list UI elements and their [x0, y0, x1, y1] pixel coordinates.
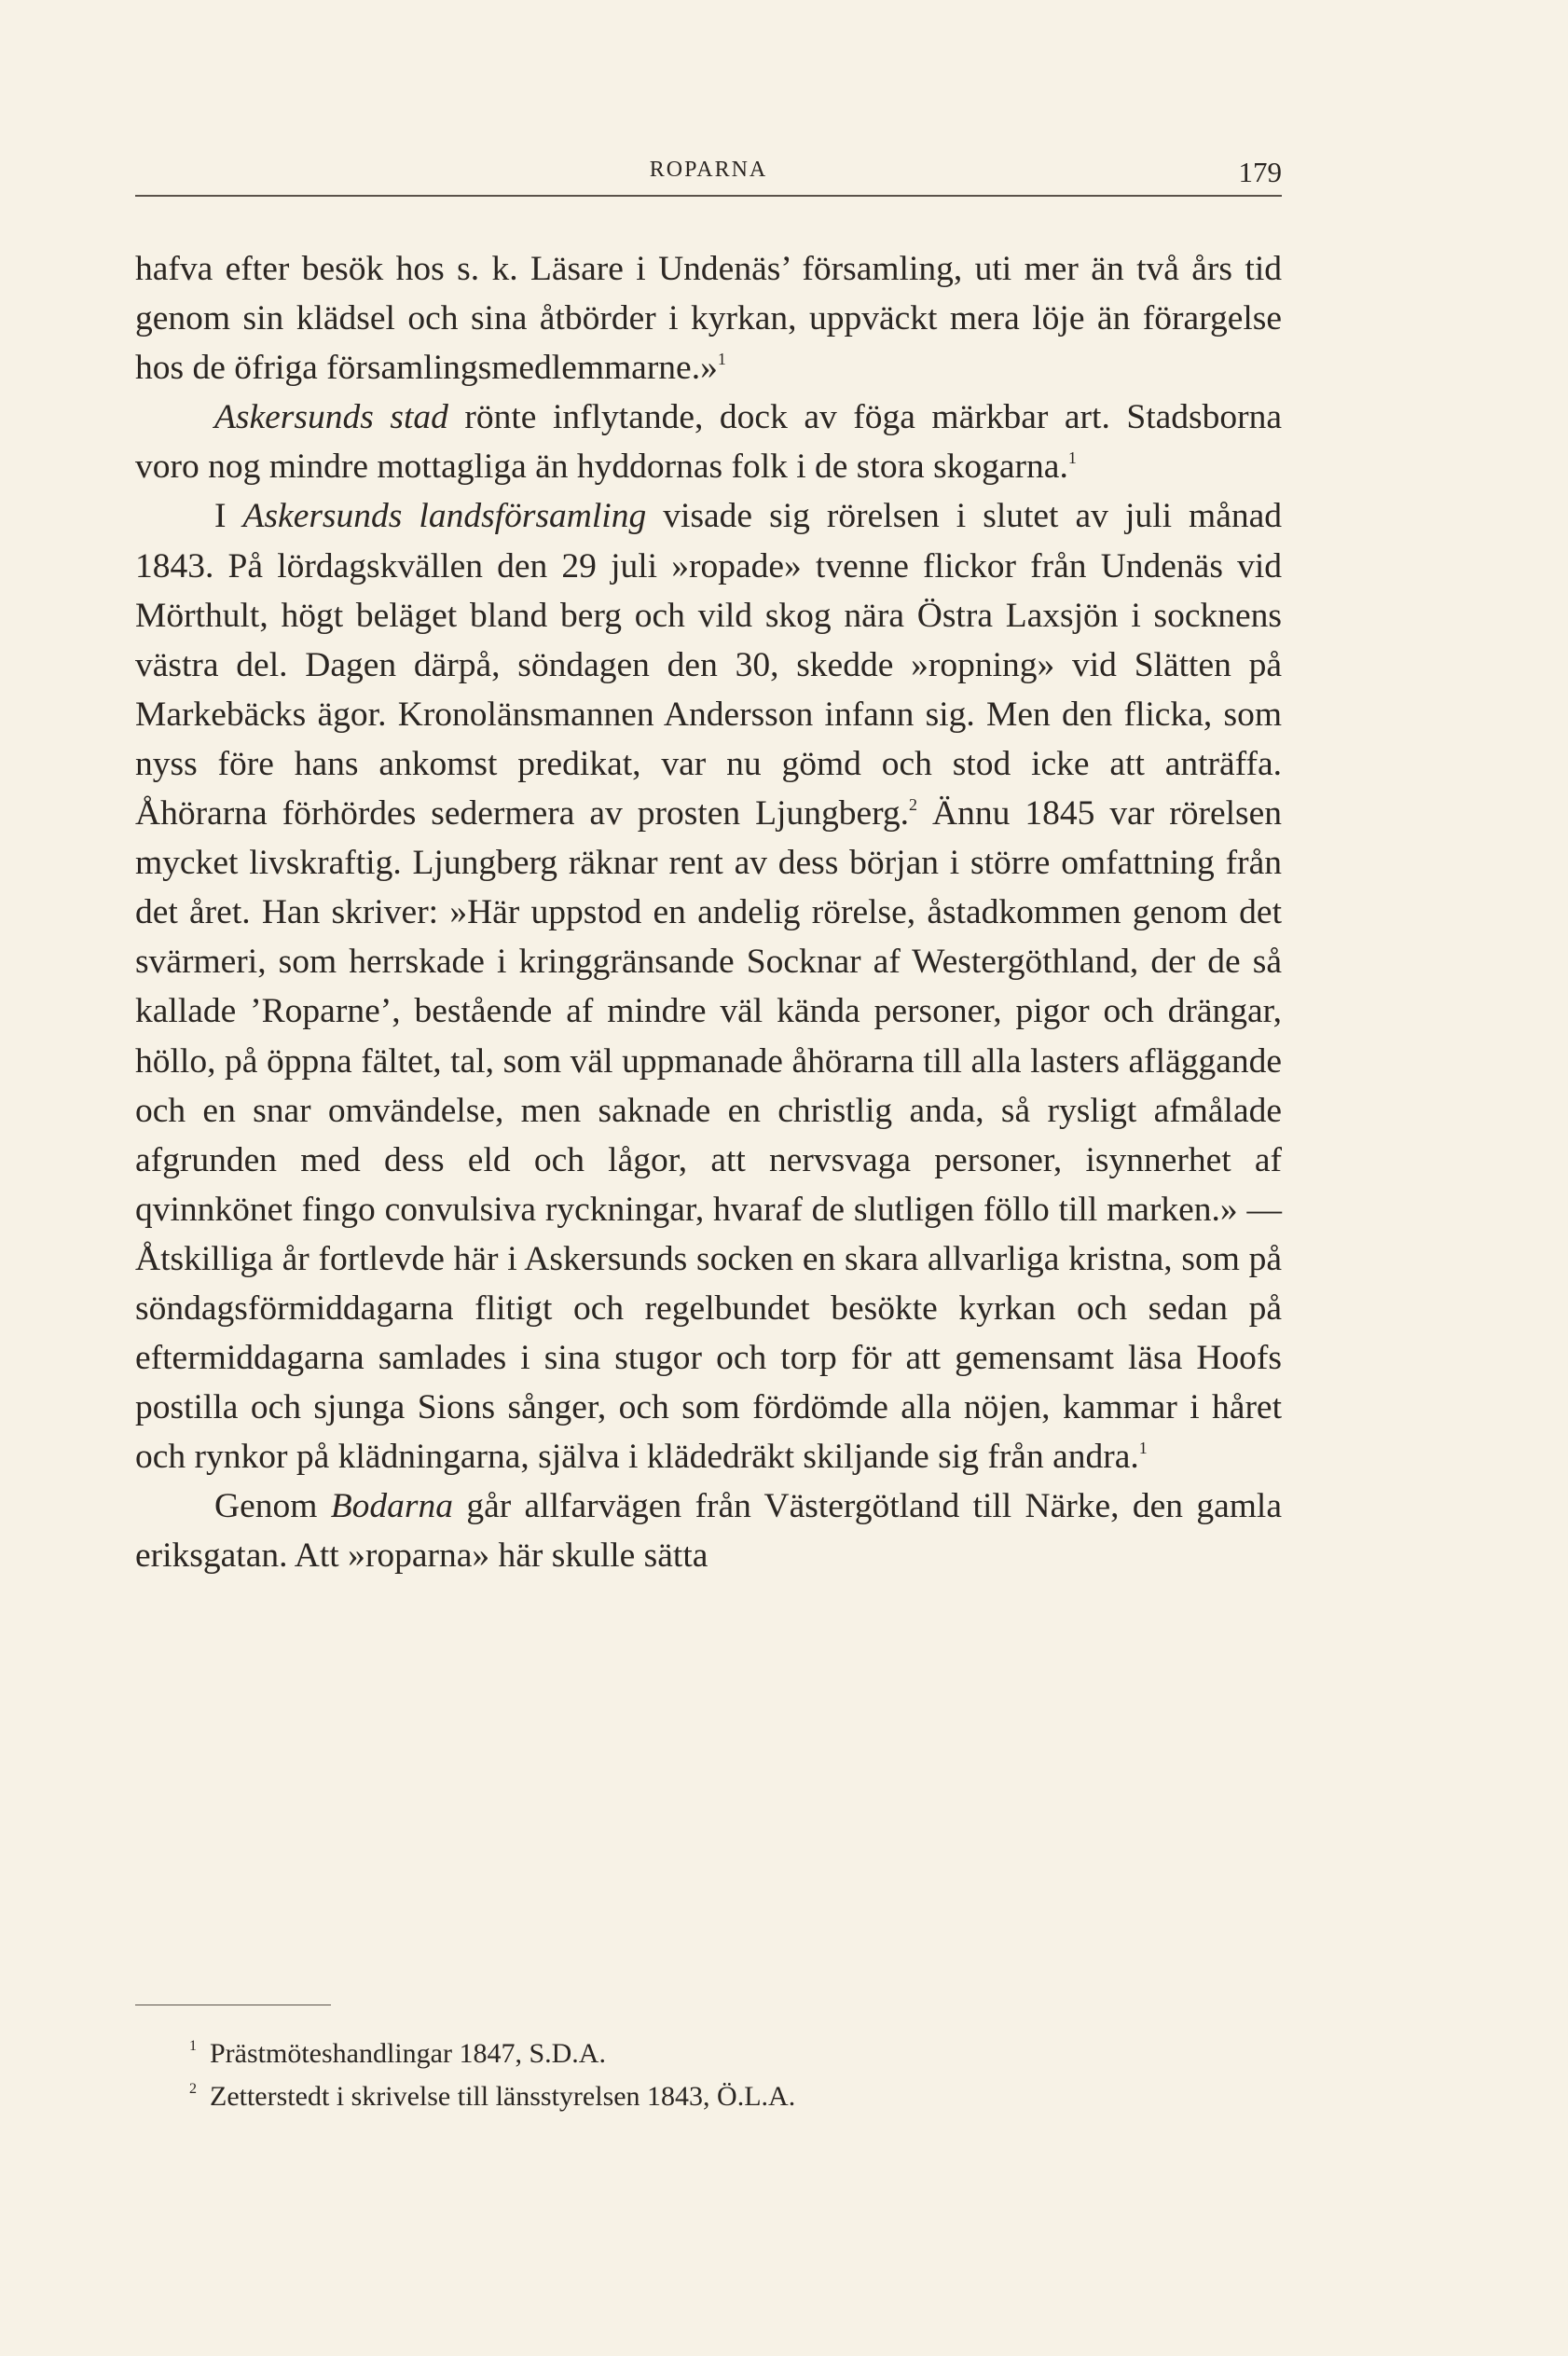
- body-text: [135, 244, 1282, 1581]
- text-run: visade sig rörelsen i slutet av juli månad 1843. På lördagskvällen den 29 juli »ropade» tvenne flickor från Undenäs vid Mörthult, högt beläget bland berg och vild skog nära Östra Laxsjön i socknens västra del. Dagen därpå, söndagen den 30, skedde »ropning» vid Slätten på Markebäcks ägor. Kronolänsmannen Andersson infann sig. Men den flicka, som nyss före hans ankomst predikat, var nu gömd och stod icke att anträffa. Åhörarna förhördes sedermera av prosten Ljungberg.: [135, 497, 1282, 834]
- footnote: [189, 2032, 1235, 2075]
- footnote-text: Zetterstedt i skrivelse till länsstyrelsen 1843, Ö.L.A.: [210, 2081, 796, 2112]
- text-run: hafva efter besök hos s. k. Läsare i Undenäs’ församling, uti mer än två års tid genom sin klädsel och sina åtbörder i kyrkan, uppväckt mera löje än förargelse hos de öfriga församlingsmedlemmarne.»: [135, 250, 1282, 388]
- page-number: 179: [1238, 156, 1282, 188]
- footnote-ref: 1: [1138, 1439, 1148, 1458]
- italic-text: Bodarna: [330, 1487, 453, 1526]
- italic-text: Askersunds stad: [214, 398, 448, 437]
- footnote-mark: 2: [189, 2081, 197, 2097]
- text-run: Ännu 1845 var rörelsen mycket livskraftig. Ljungberg räknar rent av dess början i större omfattning från det året. Han skriver: »Här uppstod en andelig rörelse, åstadkommen genom det svärmeri, som herrskade i kringgränsande Socknar af Westergöthland, der de så kallade ’Roparne’, bestående af mindre väl kända personer, pigor och drängar, höllo, på öppna fältet, tal, som väl uppmanade åhörarna till alla lasters afläggande och en snar omvändelse, men saknade en christlig anda, så rysligt afmålade afgrunden med dess eld och lågor, att nervsvaga personer, isynnerhet af qvinnkönet fingo convulsiva ryckningar, hvaraf de slutligen föllo till marken.» — Åtskilliga år fortlevde här i Askersunds socken en skara allvarliga kristna, som på söndagsförmiddagarna flitigt och regelbundet besökte kyrkan och sedan på eftermiddagarna samlades i sina stugor och torp för att gemensamt läsa Hoofs postilla och sjunga Sions sånger, och som fördömde alla nöjen, kammar i håret och rynkor på klädningarna, själva i klädedräkt skiljande sig från andra.: [135, 794, 1282, 1477]
- paragraph: [135, 491, 1282, 1481]
- footnotes: [189, 2032, 1235, 2118]
- italic-text: Askersunds landsförsamling: [242, 497, 647, 536]
- running-title: ROPARNA: [649, 158, 768, 182]
- paragraph: [135, 393, 1282, 491]
- footnote-ref: 1: [717, 350, 726, 369]
- footnote: [189, 2075, 1235, 2118]
- footnote-mark: 1: [189, 2038, 197, 2054]
- text-run: rönte inflytande, dock av föga märkbar art. Stadsborna voro nog mindre mottagliga än hyddornas folk i de stora skogarna.: [135, 398, 1282, 487]
- paragraph: [135, 244, 1282, 393]
- running-head: [135, 154, 1282, 197]
- footnote-ref: 2: [909, 795, 918, 815]
- text-run: går allfarvägen från Västergötland till Närke, den gamla eriksgatan. Att »roparna» här skulle sätta: [135, 1487, 1282, 1576]
- text-run: Genom: [214, 1487, 331, 1526]
- footnote-ref: 1: [1067, 448, 1077, 468]
- text-run: I: [214, 497, 243, 536]
- footnote-text: Prästmöteshandlingar 1847, S.D.A.: [210, 2038, 606, 2069]
- paragraph: [135, 1481, 1282, 1580]
